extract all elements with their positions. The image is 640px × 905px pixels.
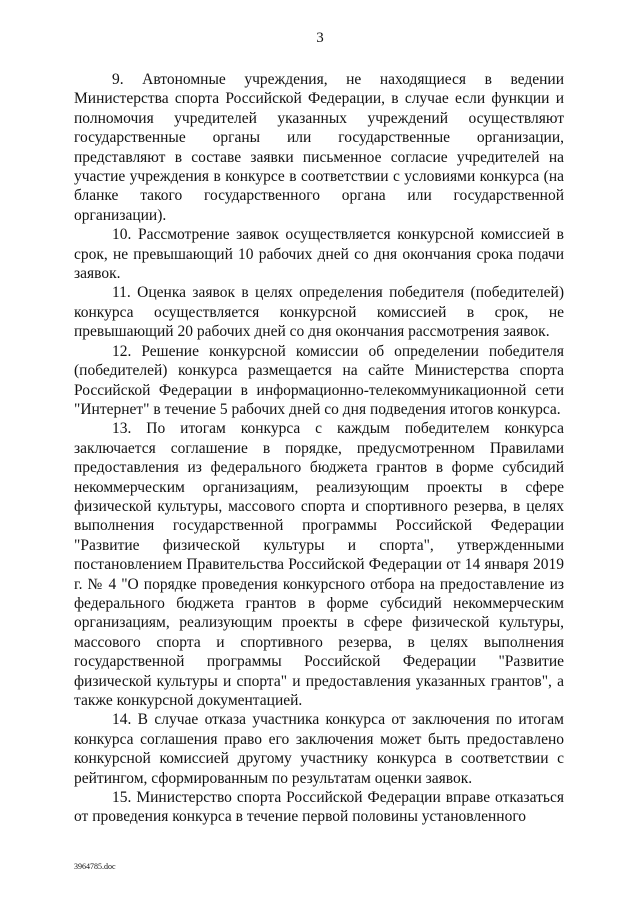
paragraph-12: 12. Решение конкурсной комиссии об определении победителя (победителей) конкурса размещается на сайте Министерства спорта Российской Федерации в информационно-телекоммуникационной сети "Интернет" в течение 5 рабочих дней со дня подведения итогов конкурса. bbox=[74, 342, 564, 418]
page-number: 3 bbox=[316, 30, 324, 46]
paragraph-11: 11. Оценка заявок в целях определения победителя (победителей) конкурса осуществляется конкурсной комиссией в срок, не превышающий 20 рабочих дней со дня окончания рассмотрения заявок. bbox=[74, 284, 564, 341]
document-file-code: 3964785.doc bbox=[74, 862, 116, 871]
paragraph-9: 9. Автономные учреждения, не находящиеся в ведении Министерства спорта Российской Федерации, в случае если функции и полномочия учредителей указанных учреждений осуществляют государственные органы или государственные организации, представляют в составе заявки письменное согласие учредителей на участие учреждения в конкурсе в соответствии с условиями конкурса (на бланке такого государственного органа или государственной организации). bbox=[74, 71, 564, 224]
document-body bbox=[74, 70, 564, 827]
paragraph-15: 15. Министерство спорта Российской Федерации вправе отказаться от проведения конкурса в течение первой половины установленного bbox=[74, 789, 564, 826]
paragraph-14: 14. В случае отказа участника конкурса от заключения по итогам конкурса соглашения право его заключения может быть предоставлено конкурсной комиссией другому участнику конкурса в соответствии с рейтингом, сформированным по результатам оценки заявок. bbox=[74, 711, 564, 787]
paragraph-10: 10. Рассмотрение заявок осуществляется конкурсной комиссией в срок, не превышающий 10 рабочих дней со дня окончания срока подачи заявок. bbox=[74, 226, 564, 283]
paragraph-13: 13. По итогам конкурса с каждым победителем конкурса заключается соглашение в порядке, предусмотренном Правилами предоставления из федерального бюджета грантов в форме субсидий некоммерческим организациям, реализующим проекты в сфере физической культуры, массового спорта и спортивного резерва, в целях выполнения государственной программы Российской Федерации "Развитие физической культуры и спорта", утвержденными постановлением Правительства Российской Федерации от 14 января 2019 г. № 4 "О порядке проведения конкурсного отбора на предоставление из федерального бюджета грантов в форме субсидий некоммерческим организациям, реализующим проекты в сфере физической культуры, массового спорта и спортивного резерва, в целях выполнения государственной программы Российской Федерации "Развитие физической культуры и спорта" и предоставления указанных грантов", а также конкурсной документацией. bbox=[74, 420, 564, 709]
